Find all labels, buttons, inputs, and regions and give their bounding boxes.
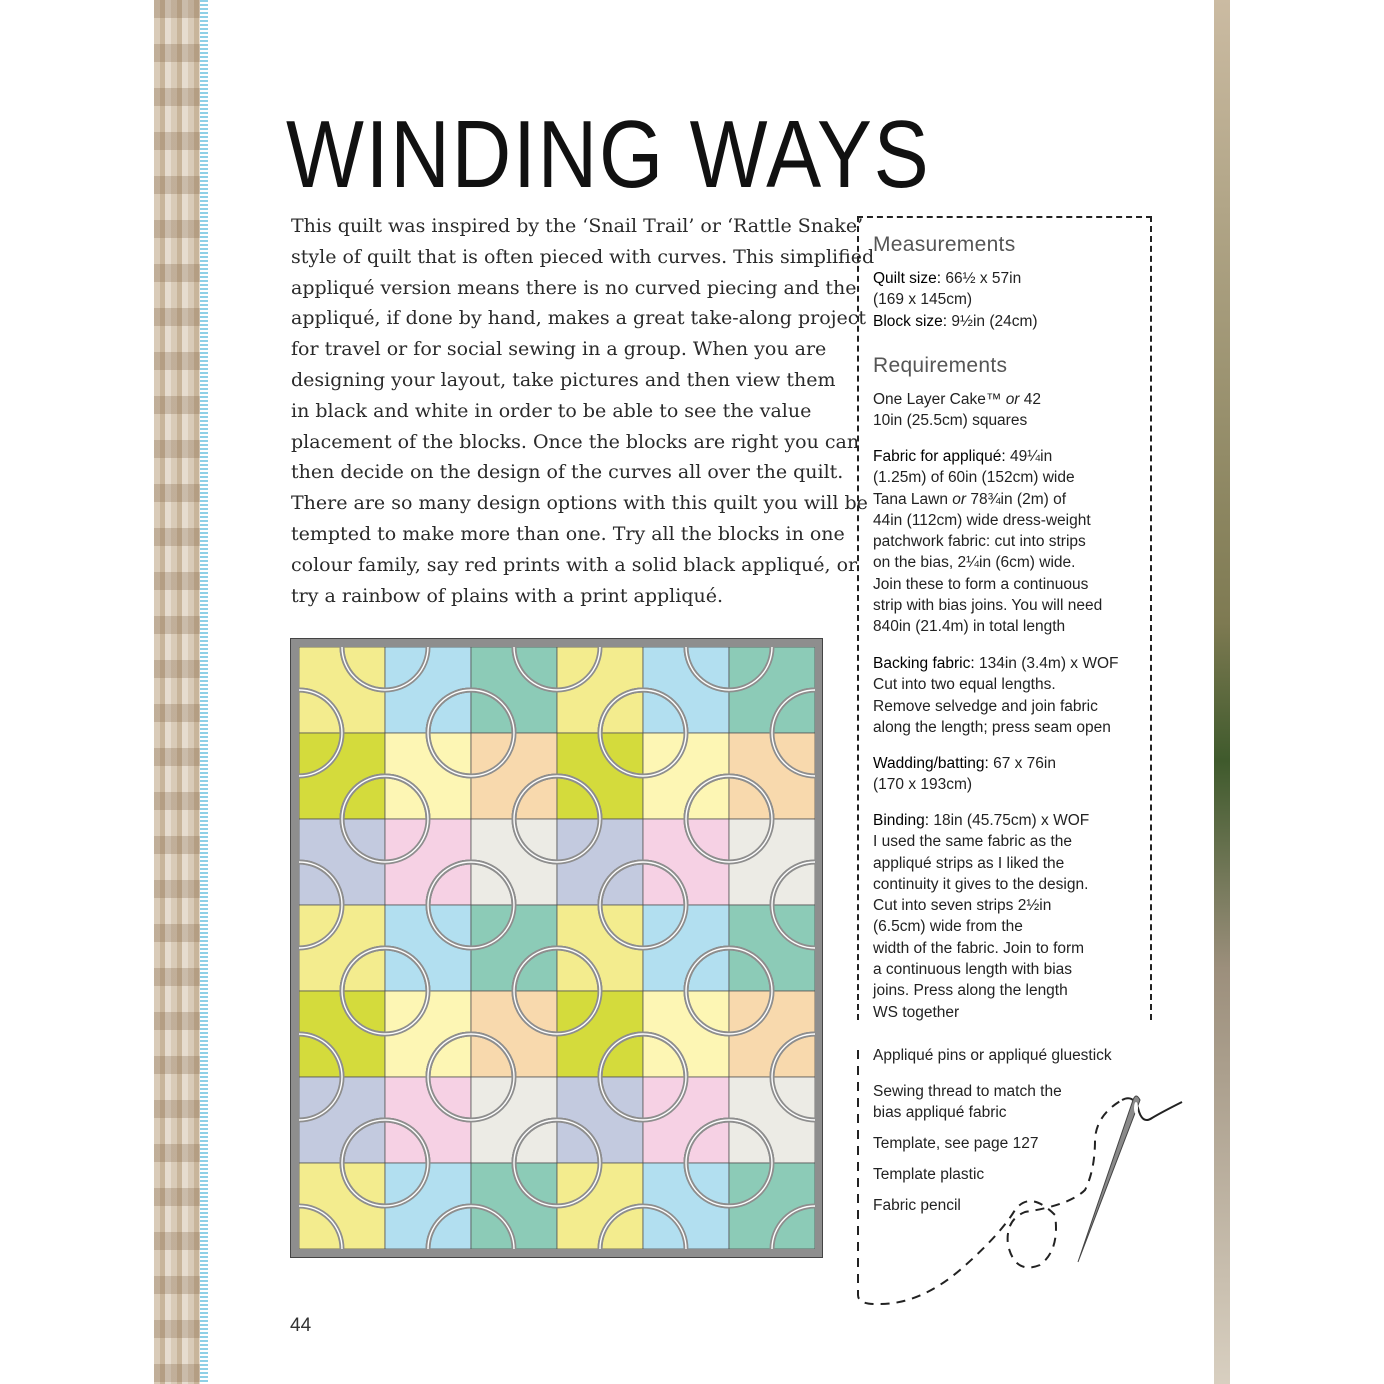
applique-label: Fabric for appliqué: <box>873 448 1006 465</box>
intro-line: in black and white in order to be able to see the value <box>291 399 812 422</box>
applique-line: Join these to form a continuous <box>873 575 1089 593</box>
binding-line: Cut into seven strips 2½in <box>873 897 1052 915</box>
binding-line: width of the fabric. Join to form <box>873 939 1085 957</box>
binding-line: joins. Press along the length <box>873 982 1068 1000</box>
intro-line: tempted to make more than one. Try all the blocks in one <box>291 522 845 545</box>
thread-line: bias appliqué fabric <box>873 1104 1007 1122</box>
layer-cake-line: One Layer Cake™ or 42 <box>873 391 1042 408</box>
applique-line: Tana Lawn or 78¾in (2m) of <box>873 490 1067 508</box>
page-number: 44 <box>290 1315 312 1336</box>
template-line: Template, see page 127 <box>873 1135 1039 1152</box>
layer-cake-item <box>873 389 1041 432</box>
needle-thread-illustration <box>850 1020 1190 1320</box>
measurements-list <box>873 268 1038 332</box>
dashed-thread-path <box>858 1050 1122 1304</box>
applique-line: (1.25m) of 60in (152cm) wide <box>873 469 1075 487</box>
applique-line: Fabric for appliqué: 49¼in <box>873 448 1053 465</box>
quilt-diagram <box>299 647 815 1249</box>
wadding-label: Wadding/batting: <box>873 755 989 772</box>
intro-line: for travel or for social sewing in a group. When you are <box>291 338 827 361</box>
thread-line: Sewing thread to match the <box>873 1083 1062 1100</box>
binding-line: appliqué strips as I liked the <box>873 854 1065 872</box>
intro-line: then decide on the design of the curves all over the quilt. <box>291 461 844 484</box>
fabric-photo-strip <box>154 0 200 1384</box>
intro-line: placement of the blocks. Once the blocks are right you can <box>291 430 860 453</box>
applique-line: strip with bias joins. You will need <box>873 597 1103 615</box>
applique-line: 840in (21.4m) in total length <box>873 618 1066 636</box>
binding-item <box>873 810 1089 1023</box>
intro-line: There are so many design options with this quilt you will be <box>291 492 868 515</box>
applique-line: 44in (112cm) wide dress-weight <box>873 511 1091 529</box>
backing-line: Backing fabric: 134in (3.4m) x WOF <box>873 655 1119 672</box>
quilt-size-label: Quilt size: <box>873 270 942 287</box>
intro-line: appliqué, if done by hand, makes a great take-along project <box>291 307 867 330</box>
measurements-section <box>873 234 1016 255</box>
layer-cake-line-2: 10in (25.5cm) squares <box>873 412 1028 430</box>
block-size-value: 9½in (24cm) <box>947 312 1038 330</box>
backing-line: along the length; press seam open <box>873 718 1111 736</box>
page-title: WINDING WAYS <box>286 101 931 208</box>
wadding-line: (170 x 193cm) <box>873 776 973 794</box>
binding-line: WS together <box>873 1003 960 1021</box>
binding-line: I used the same fabric as the <box>873 833 1073 851</box>
backing-line: Remove selvedge and join fabric <box>873 697 1098 715</box>
binding-line: (6.5cm) wide from the <box>873 918 1023 936</box>
applique-fabric-item <box>873 446 1102 638</box>
needle-eye <box>1134 1102 1138 1114</box>
binding-line: Binding: 18in (45.75cm) x WOF <box>873 812 1090 829</box>
quilt-size-metric: (169 x 145cm) <box>873 291 973 309</box>
measurements-heading: Measurements <box>873 233 1016 256</box>
quilt-size-value: 66½ x 57in <box>941 270 1022 287</box>
applique-line: patchwork fabric: cut into strips <box>873 533 1086 551</box>
binding-line: a continuous length with bias <box>873 961 1073 979</box>
intro-paragraph <box>291 211 875 611</box>
backing-fabric-item <box>873 653 1119 738</box>
template-plastic-line: Template plastic <box>873 1166 985 1183</box>
intro-line: This quilt was inspired by the ‘Snail Trail’ or ‘Rattle Snake’ <box>291 215 864 237</box>
applique-line: on the bias, 2¼in (6cm) wide. <box>873 554 1076 572</box>
binding-line: continuity it gives to the design. <box>873 875 1089 893</box>
intro-line: colour family, say red prints with a solid black appliqué, or <box>291 553 858 576</box>
block-size-label: Block size: <box>873 312 948 330</box>
intro-line: try a rainbow of plains with a print appliqué. <box>291 584 724 607</box>
intro-line: style of quilt that is often pieced with curves. This simplified <box>291 245 875 268</box>
facing-page-photo-edge <box>1214 0 1230 1384</box>
fabric-pencil-line: Fabric pencil <box>873 1197 961 1214</box>
wadding-item <box>873 753 1056 796</box>
block-size-line <box>873 311 1038 332</box>
binding-label: Binding: <box>873 812 930 829</box>
fabric-selvedge-edge <box>200 0 208 1384</box>
intro-line: appliqué version means there is no curved piecing and the <box>291 276 857 299</box>
pins-line: Appliqué pins or appliqué gluestick <box>873 1047 1112 1064</box>
wadding-line: Wadding/batting: 67 x 76in <box>873 755 1056 772</box>
backing-line: Cut into two equal lengths. <box>873 676 1056 694</box>
needle-icon <box>1078 1096 1140 1262</box>
requirements-heading: Requirements <box>873 354 1008 377</box>
quilt-size-line <box>873 268 1038 289</box>
intro-line: designing your layout, take pictures and then view them <box>291 368 836 391</box>
requirements-section <box>873 355 1007 376</box>
backing-label: Backing fabric: <box>873 655 975 672</box>
